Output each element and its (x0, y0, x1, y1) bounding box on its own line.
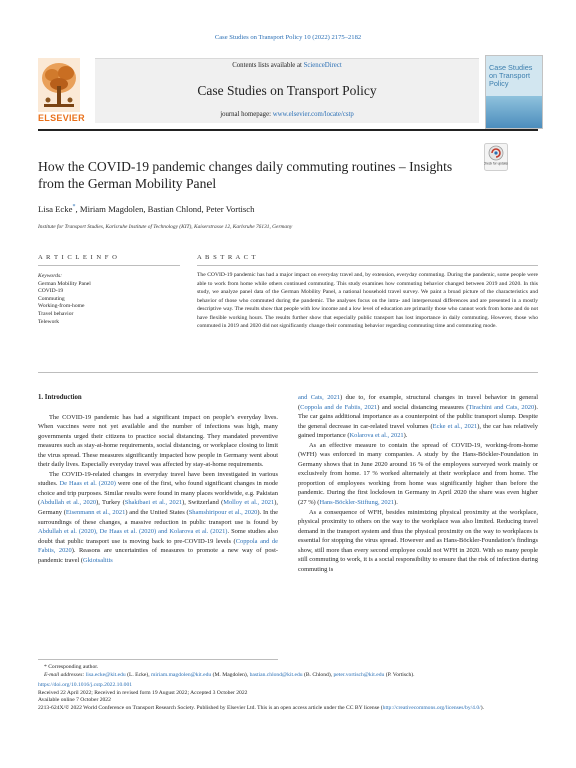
corresponding-author-mark[interactable]: * (72, 204, 76, 211)
body-right-column (298, 393, 538, 574)
author-name: Miriam Magdolen (79, 204, 144, 214)
body-text: As a consequence of WFH, besides minimizing physical proximity at the workplace, physical proximity to others on the way to the workplace was also limited. Reducing travel demand in the transport system and thus the physical proximity on the way to workplaces is essential for stopping the virus spread. However and as Hans-Böckler-Foundation’s findings show, still more than every second employee could not WFH in 2020. With so many people still commuting to work, it is a social responsibility to ensure that the risk of infection during commuting is (298, 508, 538, 573)
body-text: As an effective measure to contain the spread of COVID-19, working-from-home (WFH) was enforced in many companies. A study by the Hans-Böckler-Foundation in Germany shows that in June 2020 around 16 % of the employees surveyed work mainly or exclusively from home. 17 % worked alternately at their workplace and from home. The proportion of employees working from home was significantly higher than before the pandemic. During the first lockdown in Germany in April 2020 the share was even higher (27 %) ( (298, 441, 538, 507)
journal-title: Case Studies on Transport Policy (197, 83, 377, 98)
contents-line (95, 62, 479, 69)
author-name: Bastian Chlond (147, 204, 202, 214)
keyword: Working-from-home (38, 303, 85, 310)
body-text: ) due to, for example, structural changes in travel behavior in general ( (298, 394, 538, 411)
check-for-updates-badge[interactable] (484, 143, 508, 171)
abstract-divider (197, 265, 538, 266)
email-owner: (B. Chlond), (302, 671, 334, 678)
citation-link[interactable]: Coppola and de Fabiis, 2020 (38, 537, 279, 555)
article-title: How the COVID-19 pandemic changes daily commuting routines – Insights from the German Mobility Panel (38, 159, 453, 191)
paragraph (298, 393, 538, 441)
affiliation: Institute for Transport Studies, Karlsruhe Institute of Technology (KIT), Kaiserstrasse 12, Karlsruhe 76131, Germany (38, 224, 293, 230)
body-text: ). Reasons are uncertainties of measures to promote a new way of post-pandemic travel ( (38, 547, 278, 564)
check-updates-icon (484, 143, 508, 171)
body-text: ), Germany ( (38, 499, 278, 517)
paragraph (38, 470, 278, 565)
journal-homepage (95, 111, 479, 118)
doi-link[interactable]: https://doi.org/10.1016/j.cstp.2022.10.001 (38, 682, 133, 689)
homepage-link[interactable]: www.elsevier.com/locate/cstp (272, 111, 354, 118)
header-divider (38, 129, 538, 131)
online-date: Available online 7 October 2022 (38, 697, 111, 704)
email-owner: (M. Magdolen), (211, 671, 250, 678)
journal-cover-image (485, 55, 543, 129)
citation-link[interactable]: Eisenmann et al., 2021 (65, 509, 126, 517)
sciencedirect-link[interactable]: ScienceDirect (303, 62, 342, 69)
body-text: ). The car gains additional importance as a counterpoint of the public transport slump. Despite the general decrease in car-related travel volumes ( (298, 403, 538, 430)
cover-graphic (486, 96, 542, 128)
journal-reference[interactable]: Case Studies on Transport Policy 10 (2022) 2175–2182 (214, 34, 362, 41)
keyword: Travel behavior (38, 310, 74, 317)
footnote-divider (38, 659, 278, 660)
author-name: Lisa Ecke (38, 204, 73, 214)
body-text: The COVID-19-related changes in everyday travel have been investigated in various studies. (38, 470, 278, 488)
keyword: COVID-19 (38, 288, 64, 295)
publisher-wordmark: ELSEVIER (38, 113, 85, 123)
email-owner: (L. Ecke), (125, 671, 152, 678)
abstract-heading: A B S T R A C T (197, 254, 257, 261)
citation-link[interactable]: Shamshiripour et al., 2020 (188, 509, 258, 517)
info-divider (38, 265, 180, 266)
journal-header (38, 55, 538, 125)
keywords-block (38, 273, 168, 326)
license-prefix: 2213-624X/© 2022 World Conference on Transport Research Society. Published by Elsevier Ltd. This is an open access article under the CC BY license ( (38, 704, 383, 711)
body-text: ). (394, 499, 398, 507)
citation-link[interactable]: Coppola and de Fabiis, 2021 (300, 403, 378, 411)
email-label: E-mail addresses: (44, 671, 85, 678)
body-text: . Some studies also doubt that public transport use is moving back to pre-COVID-19 levels ( (38, 528, 278, 545)
homepage-prefix: journal homepage: (220, 111, 271, 118)
body-text: ). In the surroundings of these changes, a massive reduction in public transport use is found by (38, 509, 278, 526)
paragraph (38, 413, 278, 470)
author-name: Peter Vortisch (205, 204, 255, 214)
left-paragraphs (38, 413, 278, 566)
keyword: Commuting (38, 295, 65, 302)
email-link[interactable]: miriam.magdolen@kit.edu (151, 671, 212, 678)
keywords-list (38, 281, 168, 327)
contents-prefix: Contents lists available at (232, 62, 302, 69)
email-link[interactable]: lisa.ecke@kit.edu (85, 671, 126, 678)
email-owner: (P. Vortisch). (384, 671, 415, 678)
abstract-bottom-divider (38, 372, 538, 373)
citation-link[interactable]: Molloy et al., 2021 (223, 499, 275, 507)
paragraph (298, 508, 538, 575)
footer-block (38, 664, 538, 713)
keywords-label: Keywords: (38, 273, 63, 279)
email-link[interactable]: bastian.chlond@kit.edu (249, 671, 303, 678)
body-text: ), Switzerland ( (182, 499, 224, 507)
cover-title: Case Studies on Transport Policy (489, 63, 533, 88)
citation-link[interactable]: Gkiotsalitis (83, 556, 113, 564)
abstract-text: The COVID-19 pandemic has had a major impact on everyday travel and, by extension, everyday commuting. During the pandemic, some people were able to work from home while others continued commuting. This study examines how commuting behavior changed between 2019 and 2020. In this study, we analyze panel data of the German Mobility Panel, a national household travel survey. We paint a broad picture of the characteristics and behavior of those who commuted during the pandemic. The analyses focus on the intra- and interpersonal differences and are presented in a mostly descriptive way. The results show that people with low income and a low level of education are primarily those who cannot work from home and do not have flexible working hours. The results further show that especially public transport has lost importance in daily commuting. However, those who commuted in 2019 and 2020 did not significantly change their commuting behavior regarding commuting time and commuting mode. (197, 272, 538, 329)
email-line (38, 672, 538, 680)
elsevier-tree-logo (38, 58, 80, 112)
badge-label: Check for updates (484, 161, 508, 166)
body-text: ), the car has relatively gained importance ( (298, 422, 538, 440)
body-text: ) and social distancing measures ( (377, 403, 469, 411)
article-info-heading: A R T I C L E I N F O (38, 254, 118, 261)
body-text: The COVID-19 pandemic has had a significant impact on people’s everyday lives. When vaccines were not yet available and the number of infections was high, many governments urged their citizens to practice social distancing. They mandated preventive measures such as stay-at-home requirements, social distancing, or workplace closing to limit the virus spread. These measures significantly impacted how people in Germany went about their daily lives. Especially everyday travel was affected by stay-at-home requirements. (38, 413, 278, 469)
citation-link[interactable]: De Haas et al. (2020) (59, 480, 116, 488)
received-dates: Received 22 April 2022; Received in revised form 19 August 2022; Accepted 3 October 2022 (38, 689, 248, 696)
body-text: were one of the first, who found significant changes in mode choice and trip purposes. Similar results were found in many places worldwide, e.g. Pakistan ( (38, 480, 278, 507)
keyword: German Mobility Panel (38, 280, 91, 287)
citation-link[interactable]: Kolarova et al., 2021 (349, 432, 404, 440)
body-left-column (38, 393, 278, 565)
section-heading: 1. Introduction (38, 394, 82, 401)
journal-header-box (95, 58, 479, 123)
email-link[interactable]: peter.vortisch@kit.edu (333, 671, 385, 678)
citation-link[interactable]: Abdullah et al. (2020), De Haas et al. (2020) and Kolarova et al. (2021) (38, 528, 228, 536)
body-text: ) and the United States ( (125, 509, 189, 517)
license-link[interactable]: http://creativecommons.org/licenses/by/4.0/ (382, 704, 481, 711)
corresponding-note: * Corresponding author. (44, 664, 99, 670)
citation-link[interactable]: Abdullah et al., 2020 (40, 499, 97, 507)
citation-link[interactable]: Ecke et al., 2021 (432, 422, 478, 430)
citation-link[interactable]: Hans-Böckler-Stiftung, 2021 (319, 499, 395, 507)
body-text: ), Turkey ( (96, 499, 125, 507)
citation-link[interactable]: Shakibaei et al., 2021 (124, 499, 183, 507)
license-text (38, 705, 538, 713)
paragraph (298, 441, 538, 508)
citation-link[interactable]: and Cats, 2021 (298, 394, 341, 401)
right-paragraphs (298, 393, 538, 574)
author-list: Lisa Ecke*, Miriam Magdolen, Bastian Chlond, Peter Vortisch (38, 204, 255, 214)
keyword: Telework (38, 318, 60, 325)
license-suffix: ). (480, 704, 484, 711)
body-text: ). (403, 432, 408, 440)
citation-link[interactable]: Tirachini and Cats, 2020 (468, 403, 535, 411)
